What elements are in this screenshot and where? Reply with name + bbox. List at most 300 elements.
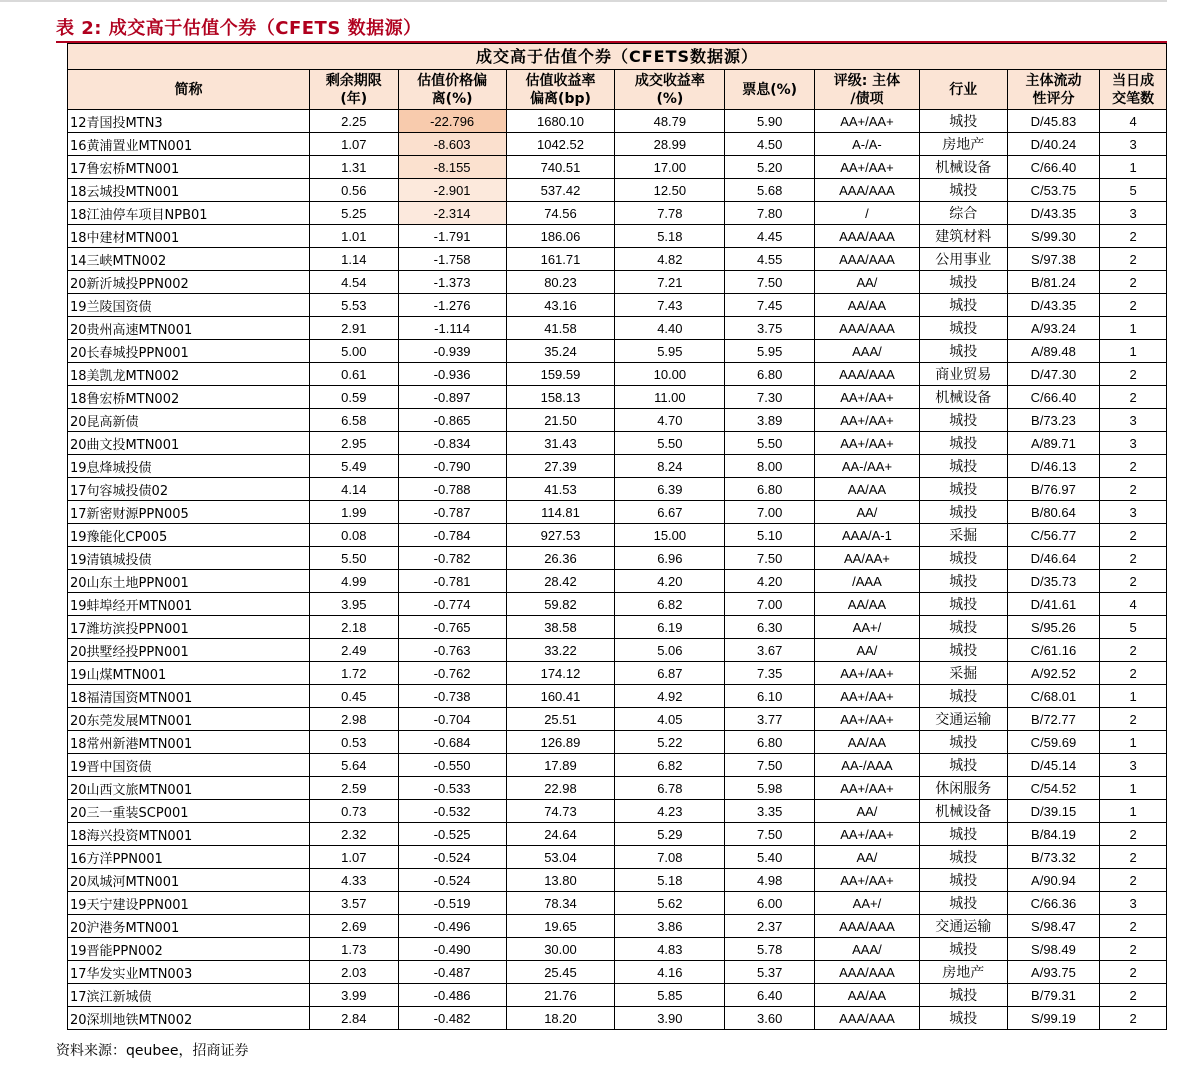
bond-name-cell: 17新密财源PPN005 [68, 501, 310, 524]
price-deviation-cell: -1.758 [398, 248, 506, 271]
industry-cell: 交通运输 [919, 708, 1007, 731]
industry-cell: 机械设备 [919, 800, 1007, 823]
bond-name-cell: 20三一重装SCP001 [68, 800, 310, 823]
trade-yield-cell: 7.08 [615, 846, 725, 869]
header-remaining-term: 剩余期限 (年) [309, 70, 398, 110]
remaining-term-cell: 0.59 [309, 386, 398, 409]
bond-name-cell: 18海兴投资MTN001 [68, 823, 310, 846]
liquidity-score-cell: D/47.30 [1007, 363, 1100, 386]
rating-cell: AA/AA [815, 294, 920, 317]
price-deviation-cell: -1.276 [398, 294, 506, 317]
trade-yield-cell: 3.90 [615, 1007, 725, 1030]
table-row [68, 984, 1167, 1007]
coupon-cell: 5.50 [725, 432, 815, 455]
coupon-cell: 8.00 [725, 455, 815, 478]
coupon-cell: 5.37 [725, 961, 815, 984]
industry-cell: 城投 [919, 432, 1007, 455]
rating-cell: AA+/AA+ [815, 869, 920, 892]
liquidity-score-cell: S/98.47 [1007, 915, 1100, 938]
trade-count-cell: 2 [1100, 570, 1167, 593]
industry-cell: 机械设备 [919, 386, 1007, 409]
price-deviation-cell: -0.738 [398, 685, 506, 708]
remaining-term-cell: 0.53 [309, 731, 398, 754]
trade-yield-cell: 4.70 [615, 409, 725, 432]
bond-name-cell: 20贵州高速MTN001 [68, 317, 310, 340]
yield-deviation-cell: 22.98 [506, 777, 615, 800]
table-row [68, 133, 1167, 156]
remaining-term-cell: 2.95 [309, 432, 398, 455]
coupon-cell: 7.35 [725, 662, 815, 685]
rating-cell: AA+/ [815, 892, 920, 915]
yield-deviation-cell: 19.65 [506, 915, 615, 938]
trade-yield-cell: 6.82 [615, 754, 725, 777]
table-row [68, 570, 1167, 593]
price-deviation-cell: -0.782 [398, 547, 506, 570]
remaining-term-cell: 0.73 [309, 800, 398, 823]
rating-cell: AA+/AA+ [815, 685, 920, 708]
yield-deviation-cell: 25.51 [506, 708, 615, 731]
remaining-term-cell: 2.18 [309, 616, 398, 639]
bond-name-cell: 19豫能化CP005 [68, 524, 310, 547]
rating-cell: AA-/AA+ [815, 455, 920, 478]
table-row [68, 639, 1167, 662]
yield-deviation-cell: 21.76 [506, 984, 615, 1007]
liquidity-score-cell: D/39.15 [1007, 800, 1100, 823]
remaining-term-cell: 5.00 [309, 340, 398, 363]
rating-cell: AA/ [815, 639, 920, 662]
liquidity-score-cell: C/53.75 [1007, 179, 1100, 202]
remaining-term-cell: 4.33 [309, 869, 398, 892]
price-deviation-cell: -0.550 [398, 754, 506, 777]
industry-cell: 城投 [919, 639, 1007, 662]
header-liquidity-score: 主体流动 性评分 [1007, 70, 1100, 110]
coupon-cell: 7.45 [725, 294, 815, 317]
trade-count-cell: 1 [1100, 777, 1167, 800]
remaining-term-cell: 0.08 [309, 524, 398, 547]
coupon-cell: 7.80 [725, 202, 815, 225]
trade-count-cell: 2 [1100, 547, 1167, 570]
industry-cell: 城投 [919, 846, 1007, 869]
bond-name-cell: 20山东土地PPN001 [68, 570, 310, 593]
trade-yield-cell: 4.20 [615, 570, 725, 593]
coupon-cell: 6.10 [725, 685, 815, 708]
trade-yield-cell: 5.50 [615, 432, 725, 455]
trade-yield-cell: 7.78 [615, 202, 725, 225]
industry-cell: 城投 [919, 110, 1007, 133]
trade-yield-cell: 7.21 [615, 271, 725, 294]
table-row [68, 616, 1167, 639]
yield-deviation-cell: 13.80 [506, 869, 615, 892]
industry-cell: 房地产 [919, 961, 1007, 984]
coupon-cell: 7.50 [725, 823, 815, 846]
coupon-cell: 4.45 [725, 225, 815, 248]
liquidity-score-cell: S/95.26 [1007, 616, 1100, 639]
remaining-term-cell: 1.07 [309, 846, 398, 869]
price-deviation-cell: -0.487 [398, 961, 506, 984]
bond-name-cell: 20拱墅经投PPN001 [68, 639, 310, 662]
liquidity-score-cell: D/45.14 [1007, 754, 1100, 777]
header-price-deviation: 估值价格偏 离(%) [398, 70, 506, 110]
price-deviation-cell: -0.482 [398, 1007, 506, 1030]
bond-name-cell: 20山西文旅MTN001 [68, 777, 310, 800]
header-trade-count: 当日成 交笔数 [1100, 70, 1167, 110]
rating-cell: AA+/AA+ [815, 823, 920, 846]
trade-yield-cell: 6.87 [615, 662, 725, 685]
industry-cell: 交通运输 [919, 915, 1007, 938]
trade-count-cell: 1 [1100, 317, 1167, 340]
rating-cell: AA/AA [815, 593, 920, 616]
coupon-cell: 4.20 [725, 570, 815, 593]
trade-yield-cell: 6.39 [615, 478, 725, 501]
price-deviation-cell: -0.936 [398, 363, 506, 386]
yield-deviation-cell: 161.71 [506, 248, 615, 271]
yield-deviation-cell: 17.89 [506, 754, 615, 777]
price-deviation-cell: -0.519 [398, 892, 506, 915]
trade-yield-cell: 5.22 [615, 731, 725, 754]
trade-yield-cell: 4.05 [615, 708, 725, 731]
liquidity-score-cell: D/40.24 [1007, 133, 1100, 156]
remaining-term-cell: 3.99 [309, 984, 398, 1007]
source-note: 资料来源：qeubee，招商证券 [56, 1043, 249, 1059]
rating-cell: AAA/A-1 [815, 524, 920, 547]
coupon-cell: 6.80 [725, 731, 815, 754]
price-deviation-cell: -0.897 [398, 386, 506, 409]
price-deviation-cell: -0.788 [398, 478, 506, 501]
price-deviation-cell: -0.865 [398, 409, 506, 432]
trade-count-cell: 1 [1100, 685, 1167, 708]
remaining-term-cell: 5.50 [309, 547, 398, 570]
liquidity-score-cell: D/46.13 [1007, 455, 1100, 478]
table-row [68, 961, 1167, 984]
coupon-cell: 5.40 [725, 846, 815, 869]
trade-count-cell: 2 [1100, 823, 1167, 846]
bond-table [67, 43, 1167, 1030]
liquidity-score-cell: B/80.64 [1007, 501, 1100, 524]
table-row [68, 731, 1167, 754]
remaining-term-cell: 2.69 [309, 915, 398, 938]
industry-cell: 城投 [919, 823, 1007, 846]
table-row [68, 662, 1167, 685]
trade-count-cell: 3 [1100, 754, 1167, 777]
price-deviation-cell: -0.790 [398, 455, 506, 478]
yield-deviation-cell: 24.64 [506, 823, 615, 846]
bond-name-cell: 17潍坊滨投PPN001 [68, 616, 310, 639]
remaining-term-cell: 2.84 [309, 1007, 398, 1030]
coupon-cell: 6.80 [725, 478, 815, 501]
table-row [68, 892, 1167, 915]
bond-name-cell: 18常州新港MTN001 [68, 731, 310, 754]
coupon-cell: 3.75 [725, 317, 815, 340]
yield-deviation-cell: 537.42 [506, 179, 615, 202]
bond-name-cell: 14三峡MTN002 [68, 248, 310, 271]
price-deviation-cell: -0.784 [398, 524, 506, 547]
liquidity-score-cell: S/98.49 [1007, 938, 1100, 961]
coupon-cell: 5.98 [725, 777, 815, 800]
trade-count-cell: 2 [1100, 1007, 1167, 1030]
trade-yield-cell: 5.95 [615, 340, 725, 363]
trade-yield-cell: 8.24 [615, 455, 725, 478]
bond-name-cell: 18鲁宏桥MTN002 [68, 386, 310, 409]
yield-deviation-cell: 114.81 [506, 501, 615, 524]
coupon-cell: 5.78 [725, 938, 815, 961]
rating-cell: AA+/ [815, 616, 920, 639]
bond-name-cell: 17鲁宏桥MTN001 [68, 156, 310, 179]
price-deviation-cell: -0.486 [398, 984, 506, 1007]
rating-cell: /AAA [815, 570, 920, 593]
table-row [68, 708, 1167, 731]
yield-deviation-cell: 26.36 [506, 547, 615, 570]
price-deviation-cell: -0.490 [398, 938, 506, 961]
liquidity-score-cell: D/43.35 [1007, 294, 1100, 317]
coupon-cell: 3.77 [725, 708, 815, 731]
coupon-cell: 5.68 [725, 179, 815, 202]
industry-cell: 城投 [919, 179, 1007, 202]
table-row [68, 386, 1167, 409]
price-deviation-cell: -0.533 [398, 777, 506, 800]
trade-yield-cell: 15.00 [615, 524, 725, 547]
yield-deviation-cell: 43.16 [506, 294, 615, 317]
trade-count-cell: 1 [1100, 340, 1167, 363]
industry-cell: 商业贸易 [919, 363, 1007, 386]
price-deviation-cell: -0.532 [398, 800, 506, 823]
trade-count-cell: 2 [1100, 524, 1167, 547]
table-row [68, 248, 1167, 271]
liquidity-score-cell: A/93.24 [1007, 317, 1100, 340]
bond-name-cell: 20长春城投PPN001 [68, 340, 310, 363]
industry-cell: 房地产 [919, 133, 1007, 156]
trade-count-cell: 5 [1100, 616, 1167, 639]
rating-cell: AA/AA+ [815, 547, 920, 570]
yield-deviation-cell: 158.13 [506, 386, 615, 409]
remaining-term-cell: 2.98 [309, 708, 398, 731]
bond-name-cell: 18美凯龙MTN002 [68, 363, 310, 386]
table-row [68, 110, 1167, 133]
liquidity-score-cell: B/73.23 [1007, 409, 1100, 432]
liquidity-score-cell: B/81.24 [1007, 271, 1100, 294]
remaining-term-cell: 1.31 [309, 156, 398, 179]
price-deviation-cell: -8.155 [398, 156, 506, 179]
table-row [68, 340, 1167, 363]
coupon-cell: 6.80 [725, 363, 815, 386]
remaining-term-cell: 1.73 [309, 938, 398, 961]
bond-name-cell: 20凤城河MTN001 [68, 869, 310, 892]
price-deviation-cell: -0.939 [398, 340, 506, 363]
remaining-term-cell: 3.57 [309, 892, 398, 915]
yield-deviation-cell: 25.45 [506, 961, 615, 984]
trade-yield-cell: 6.96 [615, 547, 725, 570]
yield-deviation-cell: 53.04 [506, 846, 615, 869]
industry-cell: 城投 [919, 455, 1007, 478]
trade-count-cell: 2 [1100, 869, 1167, 892]
trade-count-cell: 3 [1100, 409, 1167, 432]
remaining-term-cell: 2.91 [309, 317, 398, 340]
rating-cell: AAA/ [815, 938, 920, 961]
industry-cell: 城投 [919, 869, 1007, 892]
coupon-cell: 4.55 [725, 248, 815, 271]
liquidity-score-cell: B/72.77 [1007, 708, 1100, 731]
table-body [68, 110, 1167, 1030]
remaining-term-cell: 1.99 [309, 501, 398, 524]
liquidity-score-cell: A/89.48 [1007, 340, 1100, 363]
trade-count-cell: 2 [1100, 455, 1167, 478]
coupon-cell: 5.10 [725, 524, 815, 547]
price-deviation-cell: -0.704 [398, 708, 506, 731]
yield-deviation-cell: 27.39 [506, 455, 615, 478]
trade-yield-cell: 3.86 [615, 915, 725, 938]
trade-count-cell: 2 [1100, 846, 1167, 869]
remaining-term-cell: 2.59 [309, 777, 398, 800]
top-rule [0, 0, 1167, 2]
table-row [68, 225, 1167, 248]
table-caption: 表 2: 成交高于估值个券（CFETS 数据源） [56, 18, 422, 39]
price-deviation-cell: -0.781 [398, 570, 506, 593]
bond-name-cell: 16方洋PPN001 [68, 846, 310, 869]
table-row [68, 524, 1167, 547]
bond-name-cell: 19息烽城投债 [68, 455, 310, 478]
remaining-term-cell: 3.95 [309, 593, 398, 616]
liquidity-score-cell: B/84.19 [1007, 823, 1100, 846]
industry-cell: 采掘 [919, 662, 1007, 685]
rating-cell: AA/AA [815, 731, 920, 754]
industry-cell: 采掘 [919, 524, 1007, 547]
industry-cell: 综合 [919, 202, 1007, 225]
liquidity-score-cell: B/73.32 [1007, 846, 1100, 869]
rating-cell: AAA/AAA [815, 915, 920, 938]
yield-deviation-cell: 126.89 [506, 731, 615, 754]
bond-name-cell: 18中建材MTN001 [68, 225, 310, 248]
liquidity-score-cell: D/46.64 [1007, 547, 1100, 570]
trade-count-cell: 3 [1100, 202, 1167, 225]
bond-name-cell: 20深圳地铁MTN002 [68, 1007, 310, 1030]
industry-cell: 城投 [919, 754, 1007, 777]
coupon-cell: 3.89 [725, 409, 815, 432]
liquidity-score-cell: S/97.38 [1007, 248, 1100, 271]
price-deviation-cell: -2.901 [398, 179, 506, 202]
price-deviation-cell: -8.603 [398, 133, 506, 156]
industry-cell: 城投 [919, 478, 1007, 501]
trade-yield-cell: 4.40 [615, 317, 725, 340]
table-row [68, 938, 1167, 961]
rating-cell: A-/A- [815, 133, 920, 156]
coupon-cell: 7.30 [725, 386, 815, 409]
yield-deviation-cell: 18.20 [506, 1007, 615, 1030]
price-deviation-cell: -0.834 [398, 432, 506, 455]
trade-count-cell: 2 [1100, 294, 1167, 317]
bond-name-cell: 18江油停车项目NPB01 [68, 202, 310, 225]
rating-cell: AA/ [815, 846, 920, 869]
remaining-term-cell: 6.58 [309, 409, 398, 432]
trade-count-cell: 2 [1100, 363, 1167, 386]
bond-name-cell: 19晋中国资债 [68, 754, 310, 777]
trade-yield-cell: 4.82 [615, 248, 725, 271]
rating-cell: AAA/AAA [815, 179, 920, 202]
bond-name-cell: 20昆高新债 [68, 409, 310, 432]
trade-yield-cell: 5.29 [615, 823, 725, 846]
trade-count-cell: 2 [1100, 984, 1167, 1007]
trade-count-cell: 2 [1100, 478, 1167, 501]
trade-yield-cell: 5.18 [615, 869, 725, 892]
rating-cell: AAA/ [815, 340, 920, 363]
table-row [68, 547, 1167, 570]
rating-cell: AAA/AAA [815, 363, 920, 386]
bond-name-cell: 19山煤MTN001 [68, 662, 310, 685]
industry-cell: 机械设备 [919, 156, 1007, 179]
header-yield-deviation: 估值收益率 偏离(bp) [506, 70, 615, 110]
liquidity-score-cell: D/43.35 [1007, 202, 1100, 225]
coupon-cell: 3.35 [725, 800, 815, 823]
yield-deviation-cell: 1680.10 [506, 110, 615, 133]
trade-count-cell: 1 [1100, 731, 1167, 754]
trade-count-cell: 2 [1100, 639, 1167, 662]
rating-cell: AA/ [815, 800, 920, 823]
remaining-term-cell: 1.01 [309, 225, 398, 248]
rating-cell: AA+/AA+ [815, 409, 920, 432]
remaining-term-cell: 0.45 [309, 685, 398, 708]
liquidity-score-cell: C/61.16 [1007, 639, 1100, 662]
table-row [68, 846, 1167, 869]
price-deviation-cell: -0.524 [398, 869, 506, 892]
yield-deviation-cell: 38.58 [506, 616, 615, 639]
price-deviation-cell: -0.787 [398, 501, 506, 524]
yield-deviation-cell: 33.22 [506, 639, 615, 662]
industry-cell: 建筑材料 [919, 225, 1007, 248]
rating-cell: AA+/AA+ [815, 156, 920, 179]
industry-cell: 城投 [919, 938, 1007, 961]
trade-count-cell: 2 [1100, 938, 1167, 961]
coupon-cell: 7.50 [725, 754, 815, 777]
trade-count-cell: 2 [1100, 225, 1167, 248]
yield-deviation-cell: 159.59 [506, 363, 615, 386]
trade-yield-cell: 4.16 [615, 961, 725, 984]
yield-deviation-cell: 74.56 [506, 202, 615, 225]
trade-yield-cell: 5.85 [615, 984, 725, 1007]
bond-name-cell: 19蚌埠经开MTN001 [68, 593, 310, 616]
table-row [68, 823, 1167, 846]
coupon-cell: 2.37 [725, 915, 815, 938]
bond-name-cell: 17滨江新城债 [68, 984, 310, 1007]
coupon-cell: 5.90 [725, 110, 815, 133]
trade-yield-cell: 5.18 [615, 225, 725, 248]
header-coupon: 票息(%) [725, 70, 815, 110]
trade-count-cell: 2 [1100, 708, 1167, 731]
trade-yield-cell: 48.79 [615, 110, 725, 133]
yield-deviation-cell: 30.00 [506, 938, 615, 961]
liquidity-score-cell: A/93.75 [1007, 961, 1100, 984]
trade-count-cell: 3 [1100, 501, 1167, 524]
table-row [68, 1007, 1167, 1030]
trade-yield-cell: 7.43 [615, 294, 725, 317]
price-deviation-cell: -1.114 [398, 317, 506, 340]
trade-yield-cell: 28.99 [615, 133, 725, 156]
rating-cell: AA+/AA+ [815, 386, 920, 409]
table-row [68, 432, 1167, 455]
rating-cell: AAA/AAA [815, 317, 920, 340]
remaining-term-cell: 5.49 [309, 455, 398, 478]
bond-name-cell: 19晋能PPN002 [68, 938, 310, 961]
price-deviation-cell: -22.796 [398, 110, 506, 133]
coupon-cell: 6.30 [725, 616, 815, 639]
bond-name-cell: 12青国投MTN3 [68, 110, 310, 133]
remaining-term-cell: 2.32 [309, 823, 398, 846]
rating-cell: AAA/AAA [815, 225, 920, 248]
trade-yield-cell: 4.23 [615, 800, 725, 823]
industry-cell: 公用事业 [919, 248, 1007, 271]
header-name: 简称 [68, 70, 310, 110]
industry-cell: 城投 [919, 1007, 1007, 1030]
bond-name-cell: 16黄浦置业MTN001 [68, 133, 310, 156]
industry-cell: 城投 [919, 271, 1007, 294]
bond-name-cell: 19兰陵国资债 [68, 294, 310, 317]
